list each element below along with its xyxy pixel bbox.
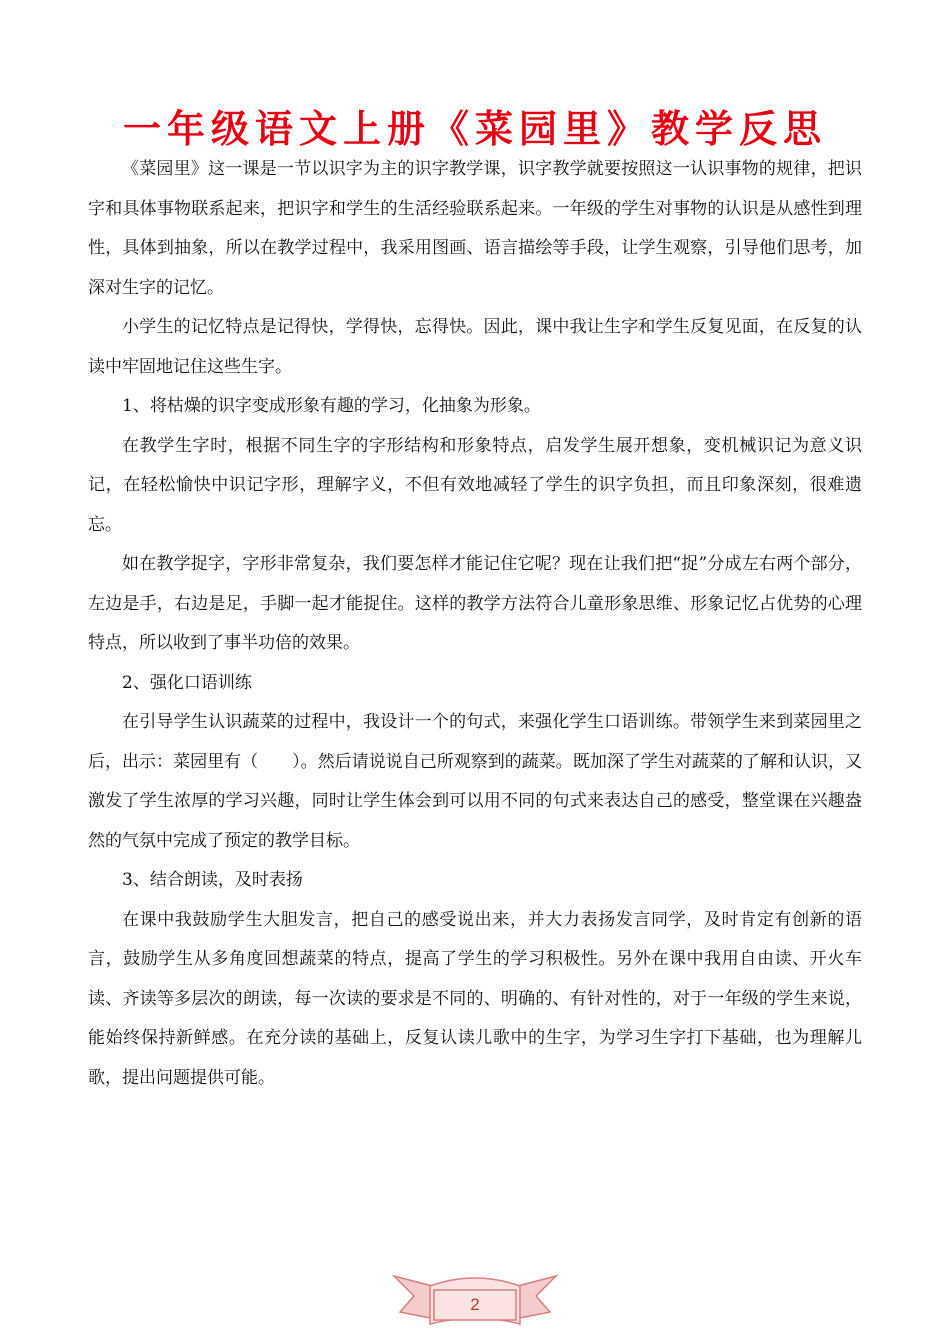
page-number: 2: [470, 1295, 480, 1314]
page-title: 一年级语文上册《菜园里》教学反思: [122, 107, 827, 151]
paragraph-section-2: 在引导学生认识蔬菜的过程中，我设计一个的句式，来强化学生口语训练。带领学生来到菜园里之后，出示：菜园里有（ ）。然后请说说自己所观察到的蔬菜。既加深了学生对蔬菜的了解和认识，又激发了学生浓厚的学习兴趣，同时让学生体会到可以用不同的句式来表达自己的感受，整堂课在兴趣盎然的气氛中完成了预定的教学目标。: [88, 712, 862, 851]
section-heading-2: 2、强化口语训练: [122, 672, 252, 693]
paragraph-section-1-a: 在教学生字时，根据不同生字的字形结构和形象特点，启发学生展开想象，变机械识记为意义识记，在轻松愉快中识记字形，理解字义，不但有效地减轻了学生的识字负担，而且印象深刻，很难遗忘。: [88, 435, 862, 535]
page-footer: [390, 1268, 560, 1342]
paragraph-section-3: 在课中我鼓励学生大胆发言，把自己的感受说出来，并大力表扬发言同学，及时肯定有创新的语言，鼓励学生从多角度回想蔬菜的特点，提高了学生的学习积极性。另外在课中我用自由读、开火车读、齐读等多层次的朗读，每一次读的要求是不同的、明确的、有针对性的，对于一年级的学生来说，能始终保持新鲜感。在充分读的基础上，反复认读儿歌中的生字，为学习生字打下基础，也为理解儿歌，提出问题提供可能。: [88, 909, 862, 1088]
section-heading-1: 1、将枯燥的识字变成形象有趣的学习，化抽象为形象。: [122, 396, 541, 416]
paragraph-intro: 《菜园里》这一课是一节以识字为主的识字教学课，识字教学就要按照这一认识事物的规律，把识字和具体事物联系起来，把识字和学生的生活经验联系起来。一年级的学生对事物的认识是从感性到理性，具体到抽象，所以在教学过程中，我采用图画、语言描绘等手段，让学生观察，引导他们思考，加深对生字的记忆。: [88, 159, 862, 298]
article-body: [88, 150, 862, 1098]
paragraph-memory: 小学生的记忆特点是记得快，学得快，忘得快。因此，课中我让生字和学生反复见面，在反复的认读中牢固地记住这些生字。: [88, 317, 862, 377]
paragraph-section-1-b: 如在教学捉字，字形非常复杂，我们要怎样才能记住它呢？现在让我们把“捉”分成左右两个部分，左边是手，右边是足，手脚一起才能捉住。这样的教学方法符合儿童形象思维、形象记忆占优势的心理特点，所以收到了事半功倍的效果。: [88, 554, 862, 653]
section-heading-3: 3、结合朗读，及时表扬: [122, 870, 303, 890]
